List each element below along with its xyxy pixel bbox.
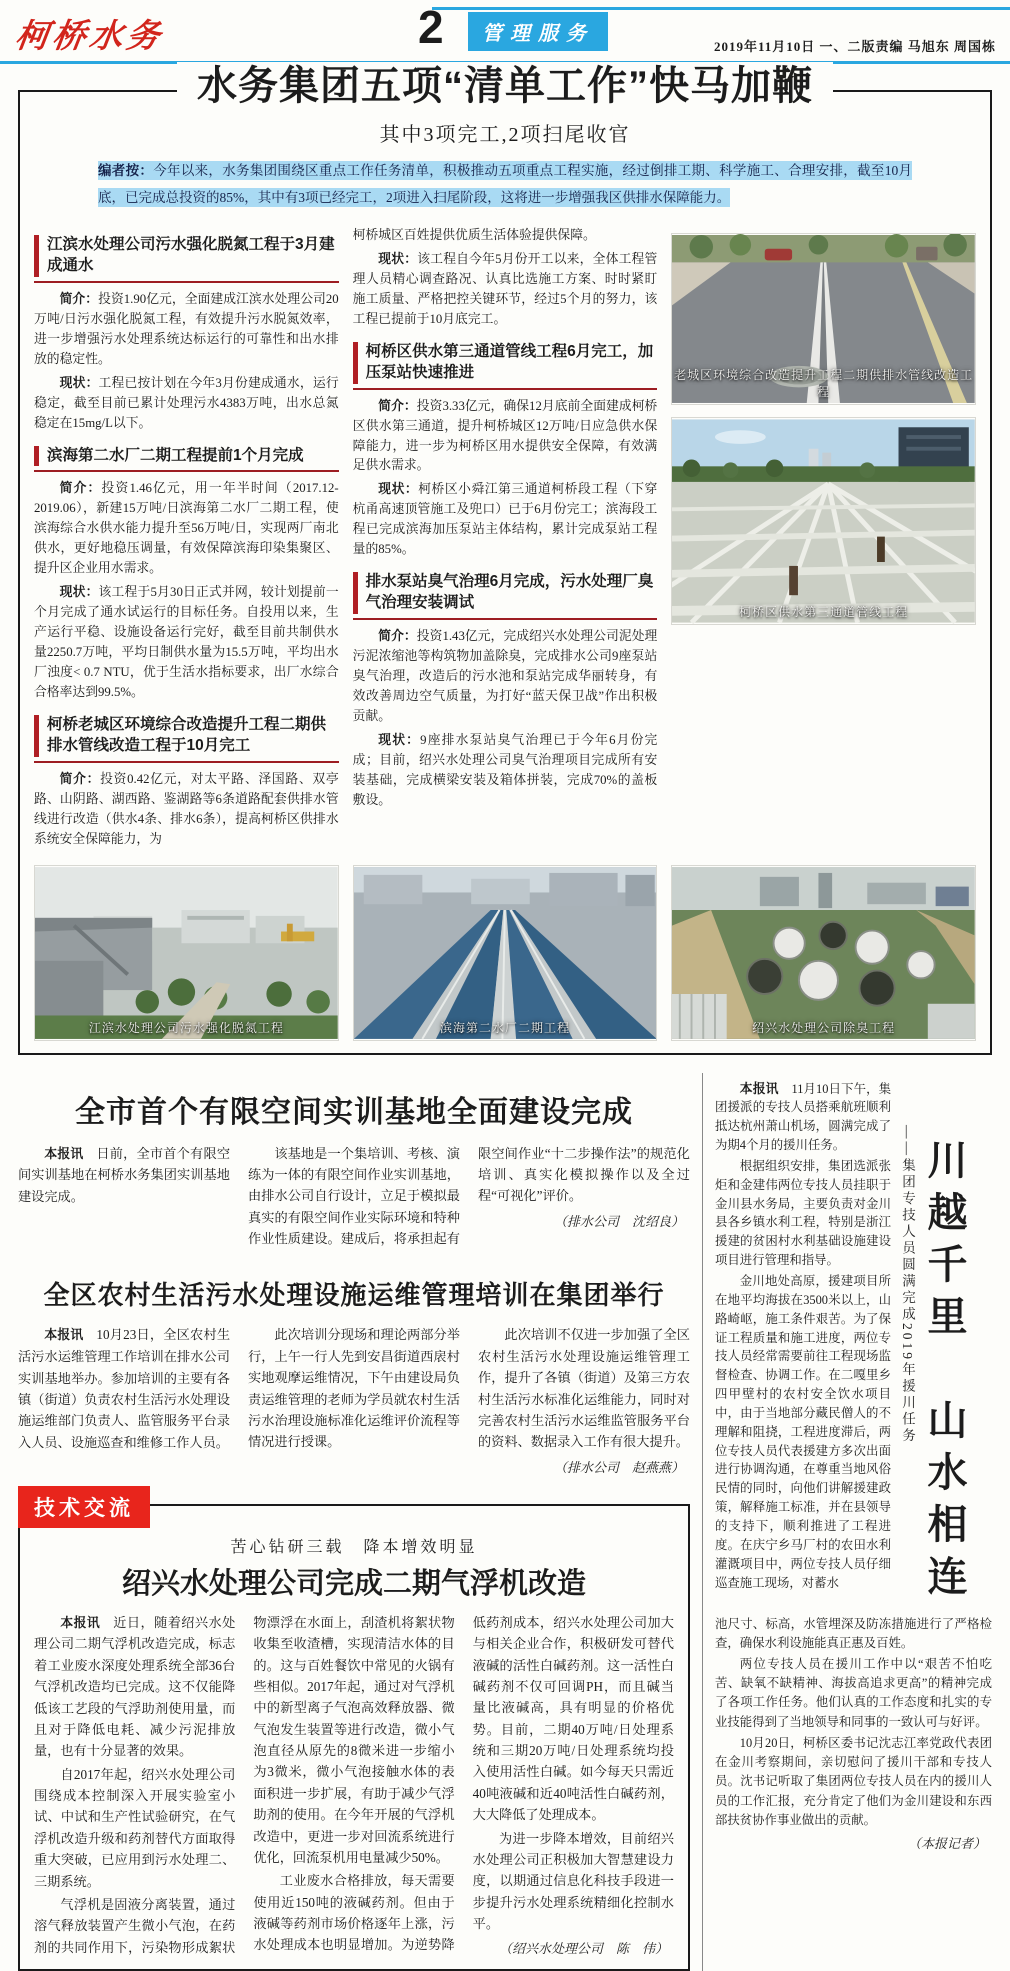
article-rural-training — [18, 1275, 690, 1477]
article-paragraph: 本报讯 日前，全市首个有限空间实训基地在柯桥水务集团实训基地建设完成。 — [18, 1145, 231, 1204]
editor-note — [98, 157, 912, 211]
feature-photo-row — [34, 865, 976, 1041]
feature-article-1 — [34, 235, 339, 434]
feature-article-4 — [353, 342, 658, 560]
article-title: 全市首个有限空间实训基地全面建设完成 — [75, 1095, 633, 1129]
red-bar — [34, 235, 39, 277]
aerial-tanks-photo — [671, 865, 976, 1041]
feature-article-2 — [34, 446, 339, 703]
feature-subtitle: 其中3项完工,2项扫尾收官 — [379, 124, 631, 146]
treatment-plant-photo — [34, 865, 339, 1041]
page-number: 2 — [418, 1, 444, 53]
article-paragraph: 10月20日，柯桥区委书记沈志江率党政代表团在金川考察期间，亲切慰问了援川干部和专技人员。沈书记听取了集团两位专技人员在内的援川人员的工作汇报，充分肯定了他们为金川建设和东西部扶贫协作事业做出的贡献。 — [715, 1735, 992, 1827]
article-paragraph: 为进一步降本增效，目前绍兴水处理公司正积极加大智慧建设力度，以期通过信息化科技手段进一步提升污水处理系统精细化控制水平。 — [472, 1830, 674, 1931]
editor-note-lead: 编者按： — [98, 163, 154, 178]
byline: （绍兴水处理公司 陈 伟） — [498, 1941, 668, 1957]
article-paragraph: 现状：柯桥区小舜江第三通道柯桥段工程（下穿杭甬高速顶管施工及兜口）已于6月份完工；滨海段工程已完成滨海加压泵站主体结构，累计完成泵站工程量的85%。 — [352, 481, 658, 557]
feature-column-middle — [353, 223, 658, 853]
page-header — [0, 0, 1010, 64]
article-paragraph: 简介：投资1.46亿元，用一年半时间（2017.12-2019.06），新建15万吨/日滨海第二水厂二期工程，使滨海综合水供水能力提升至56万吨/日，实现两厂南北供水，更好地稳压调量，有效保障滨海印染集聚区、提升区企业用水需求。 — [34, 480, 339, 576]
article-sichuan-aid — [702, 1073, 992, 1971]
editor-note-text: 今年以来，水务集团围绕区重点工作任务清单，积极推动五项重点工程实施，经过倒排工期、科学施工、合理安排，截至10月底，已完成总投资的85%，其中有3项已经完工，2项进入扫尾阶段，这将进一步增强我区供排水保障能力。 — [98, 163, 913, 205]
red-bar — [353, 572, 358, 614]
article-paragraph: 此次培训分现场和理论两部分举行，上午一行人先到安昌街道西扆村实地观摩运维情况，下午由建设局负责运维管理的老师为学员就农村生活污水治理设施标准化运维评价流程等情况进行授课。 — [248, 1327, 460, 1450]
article-body — [18, 1143, 690, 1250]
photo-caption: 绍兴水处理公司除臭工程 — [752, 1020, 896, 1035]
feature-column-photos — [671, 223, 976, 853]
byline: （排水公司 赵燕燕） — [553, 1459, 684, 1475]
photo-caption: 柯桥区供水第三通道管线工程 — [739, 605, 909, 619]
red-bar — [353, 342, 358, 384]
article-paragraph: 工业废水合格排放，每天需要使用近150吨的液碱药剂。但由于液碱等药剂市场价格逐年上涨，污水处理成本也明显增加。为逆势降低药剂成本，绍兴水处理公司加大与相关企业合作，积极研发可替代液碱的活性白碱药剂。这一活性白碱药剂不仅可回调PH，而且碱当量比液碱高，具有明显的价格优势。目前，二期40万吨/日处理系统和三期20万吨/日处理系统均投入使用活性白碱。如今每天只需近40吨液碱和近40吨活性白碱药剂，大大降低了处理成本。 — [253, 1614, 674, 1953]
article-paragraph: 简介：投资1.43亿元，完成绍兴水处理公司泥处理污泥浓缩池等构筑物加盖除臭，完成排水公司9座泵站臭气治理，改造后的污水池和泵站完成华丽转身，有效改善周边空气质量，为打好“蓝天保卫战”作出积极贡献。 — [352, 628, 658, 723]
tech-exchange-box — [18, 1496, 690, 1971]
photo-caption: 老城区环境综合改造提升工程二期供排水管线改造工程 — [674, 368, 974, 399]
dateline: 2019年11月10日 一、二版责编 马旭东 周国栋 — [713, 39, 996, 54]
article-paragraph: 现状：工程已按计划在今年3月份建成通水，运行稳定，截至目前已累计处理污水4383万吨，出水总氮稳定在15mg/L以下。 — [34, 374, 339, 430]
byline: （本报记者） — [907, 1835, 986, 1851]
article-kicker: 苦心钻研三载 降本增效明显 — [230, 1538, 478, 1556]
red-bar — [34, 715, 39, 757]
byline: （排水公司 沈绍良） — [553, 1213, 684, 1229]
feature-box — [18, 64, 992, 1055]
section-label: 管理服务 — [468, 12, 608, 51]
article-paragraph-continued: 柯桥城区百姓提供优质生活体验提供保障。 — [352, 228, 596, 242]
article-training-base — [18, 1087, 690, 1250]
feature-headline: 水务集团五项“清单工作”快马加鞭 — [177, 62, 833, 110]
article-paragraph: 本报讯 10月23日，全区农村生活污水运维管理工作培训在排水公司实训基地举办。参加培训的主要有各镇（街道）负责农村生活污水处理设施运维部门负责人、监管服务平台录入人员、设施巡查和维修工作人员。 — [18, 1327, 231, 1450]
article-paragraph: 金川地处高原，援建项目所在地平均海拔在3500米以上，山路崎岖，施工条件艰苦。为了保证工程质量和施工进度，两位专技人员经常需要前往工程现场监督检查、协调工作。在二嘎里乡四甲壁村的农村安全饮水项目中，由于当地部分藏民僧人的不理解和阻挠，工程进度滞后，两位专技人员代表援建方多次出面进行协调沟通，在尊重当地风俗民情的同时，向他们讲解援建政策，解释施工标准，并在县领导的支持下，顺利推进了工程进度。在庆宁乡马厂村的农田水利灌溉项目中，两位专技人员仔细巡查施工现场，对蓄水 — [715, 1274, 891, 1590]
article-title: 滨海第二水厂二期工程提前1个月完成 — [34, 446, 339, 473]
feature-article-5 — [353, 572, 658, 810]
article-title: 排水泵站臭气治理6月完成，污水处理厂臭气治理安装调试 — [353, 572, 658, 620]
article-title: 全区农村生活污水处理设施运维管理培训在集团举行 — [43, 1280, 665, 1311]
tech-exchange-tag: 技术交流 — [18, 1486, 150, 1528]
article-title-vertical: 川越千里 山水相连 — [922, 1138, 966, 1607]
article-body — [18, 1324, 690, 1477]
road-photo — [671, 233, 976, 405]
article-title: 绍兴水处理公司完成二期气浮机改造 — [121, 1567, 586, 1600]
article-title: 江滨水处理公司污水强化脱氮工程于3月建成通水 — [34, 235, 339, 283]
header-rule-top — [432, 7, 1010, 10]
feature-article-3 — [34, 715, 339, 850]
article-body — [34, 1612, 674, 1960]
article-title: 柯桥老城区环境综合改造提升工程二期供排水管线改造工程于10月完工 — [34, 715, 339, 763]
article-body — [715, 1615, 992, 1855]
article-paragraph: 自2017年起，绍兴水处理公司围绕成本控制深入开展实验室小试、中试和生产性试验研究，在气浮机改造升级和药剂替代方面取得重大突破，已应用到污水处理二、三期系统。 — [34, 1766, 236, 1889]
article-paragraph: 此次培训不仅进一步加强了全区农村生活污水处理设施运维管理工作，提升了各镇（街道）及第三方农村生活污水标准化运维能力，同时对完善农村生活污水运维监管服务平台的资料、数据录入工作有很大提升。 — [478, 1327, 690, 1450]
article-paragraph: 简介：投资3.33亿元，确保12月底前全面建成柯桥区供水第三通道，提升柯桥城区12万吨/日应急供水保障能力，进一步为柯桥区用水提供安全保障，有效满足供水需求。 — [352, 397, 658, 473]
red-bar — [34, 446, 39, 467]
article-paragraph: 现状：该工程于5月30日正式并网，较计划提前一个月完成了通水试运行的目标任务。自投用以来，生产运行平稳、设施设备运行完好，截至目前共制供水量2250.7万吨，平均日制供水量为15.5万吨，平均出水厂浊度< 0.7 NTU，优于生活水指标要求，出厂水综合合格率达到99.5%。 — [34, 584, 339, 699]
article-paragraph: 根据组织安排，集团选派张炬和金建伟两位专技人员挂职于金川县水务局，主要负责对金川县各乡镇水利工程，特别是浙江援建的贫困村水利基础设施建设项目进行管理和指导。 — [715, 1158, 891, 1268]
article-paragraph: 两位专技人员在援川工作中以“艰苦不怕吃苦、缺氧不缺精神、海拔高追求更高”的精神完成了各项工作任务。他们认真的工作态度和扎实的专业技能得到了当地领导和同事的一致认可与好评。 — [715, 1657, 992, 1729]
article-paragraph: 本报讯 近日，随着绍兴水处理公司二期气浮机改造完成，标志着工业废水深度处理系统全部36台气浮机改造均已完成。这不仅能降低该工艺段的气浮助剂使用量，而且对于降低电耗、减少污泥排放量，也有十分显著的效果。 — [34, 1614, 236, 1759]
article-paragraph: 气浮机是固液分离装置，通过溶气释放装置产生微小气泡，在药剂的共同作用下，污染物形成絮状物漂浮在水面上，刮渣机将絮状物收集至收渣槽，实现清洁水体的目的。这与百姓餐饮中常见的火锅有些相似。2017年起，通过对气浮机中的新型离子气泡高效释放器、微气泡发生装置等进行改造，微小气泡直径从原先的8微米进一步缩小为3微米，微小气泡接触水体的表面积进一步扩展，有助于减少气浮助剂的使用。在今年开展的气浮机改造中，更进一步对回流系统进行优化，回流泵机用电量减少50%。 — [34, 1614, 455, 1955]
construction-grid-photo — [671, 417, 976, 625]
article-paragraph: 现状：9座排水泵站臭气治理已于今年6月份完成；目前，绍兴水处理公司臭气治理项目完成所有安装基础，完成横梁安装及箱体拼装，完成70%的盖板敷设。 — [352, 731, 658, 807]
article-paragraph: 本报讯 11月10日下午，集团援派的专技人员搭乘航班顺利抵达杭州萧山机场，圆满完成了为期4个月的援川任务。 — [715, 1080, 892, 1153]
article-paragraph-continued: 池尺寸、标高，水管埋深及防冻措施进行了严格检查，确保水利设施能真正惠及百姓。 — [715, 1616, 992, 1650]
masthead-brand: 柯桥水务 — [12, 16, 167, 55]
article-paragraph: 简介：投资0.42亿元，对太平路、泽国路、双亭路、山阴路、湖西路、鉴湖路等6条道路配套供排水管线进行改造（供水4条、排水6条），提高柯桥区供排水系统安全保障能力，为 — [34, 770, 339, 846]
water-channels-photo — [353, 865, 658, 1041]
article-title: 柯桥区供水第三通道管线工程6月完工，加压泵站快速推进 — [353, 342, 658, 390]
feature-column-left — [34, 223, 339, 853]
photo-caption: 滨海第二水厂二期工程 — [440, 1020, 571, 1035]
article-body — [715, 1079, 891, 1609]
article-paragraph: 该基地是一个集培训、考核、演练为一体的有限空间作业实训基地，由排水公司自行设计，立足于模拟最真实的有限空间作业实际环境和特种作业性质建设。建成后，将承担起有限空间作业“十二步操作法”的规范化培训、真实化模拟操作以及全过程“可视化”评价。 — [248, 1145, 690, 1247]
article-paragraph: 简介：投资1.90亿元，全面建成江滨水处理公司20万吨/日污水强化脱氮工程，有效提升污水脱氮效率，进一步增强污水处理系统达标运行的可靠性和出水排放的稳定性。 — [34, 290, 339, 366]
article-paragraph: 现状：该工程自今年5月份开工以来，全体工程管理人员精心调查路况、认真比选施工方案、时时紧盯施工质量、严格把控关键环节，经过5个月的努力，该工程已提前于10月底完工。 — [352, 250, 658, 326]
photo-caption: 江滨水处理公司污水强化脱氮工程 — [88, 1020, 284, 1035]
article-subtitle-vertical: ——集团专技人员圆满完成2019年援川任务 — [900, 1124, 915, 1445]
